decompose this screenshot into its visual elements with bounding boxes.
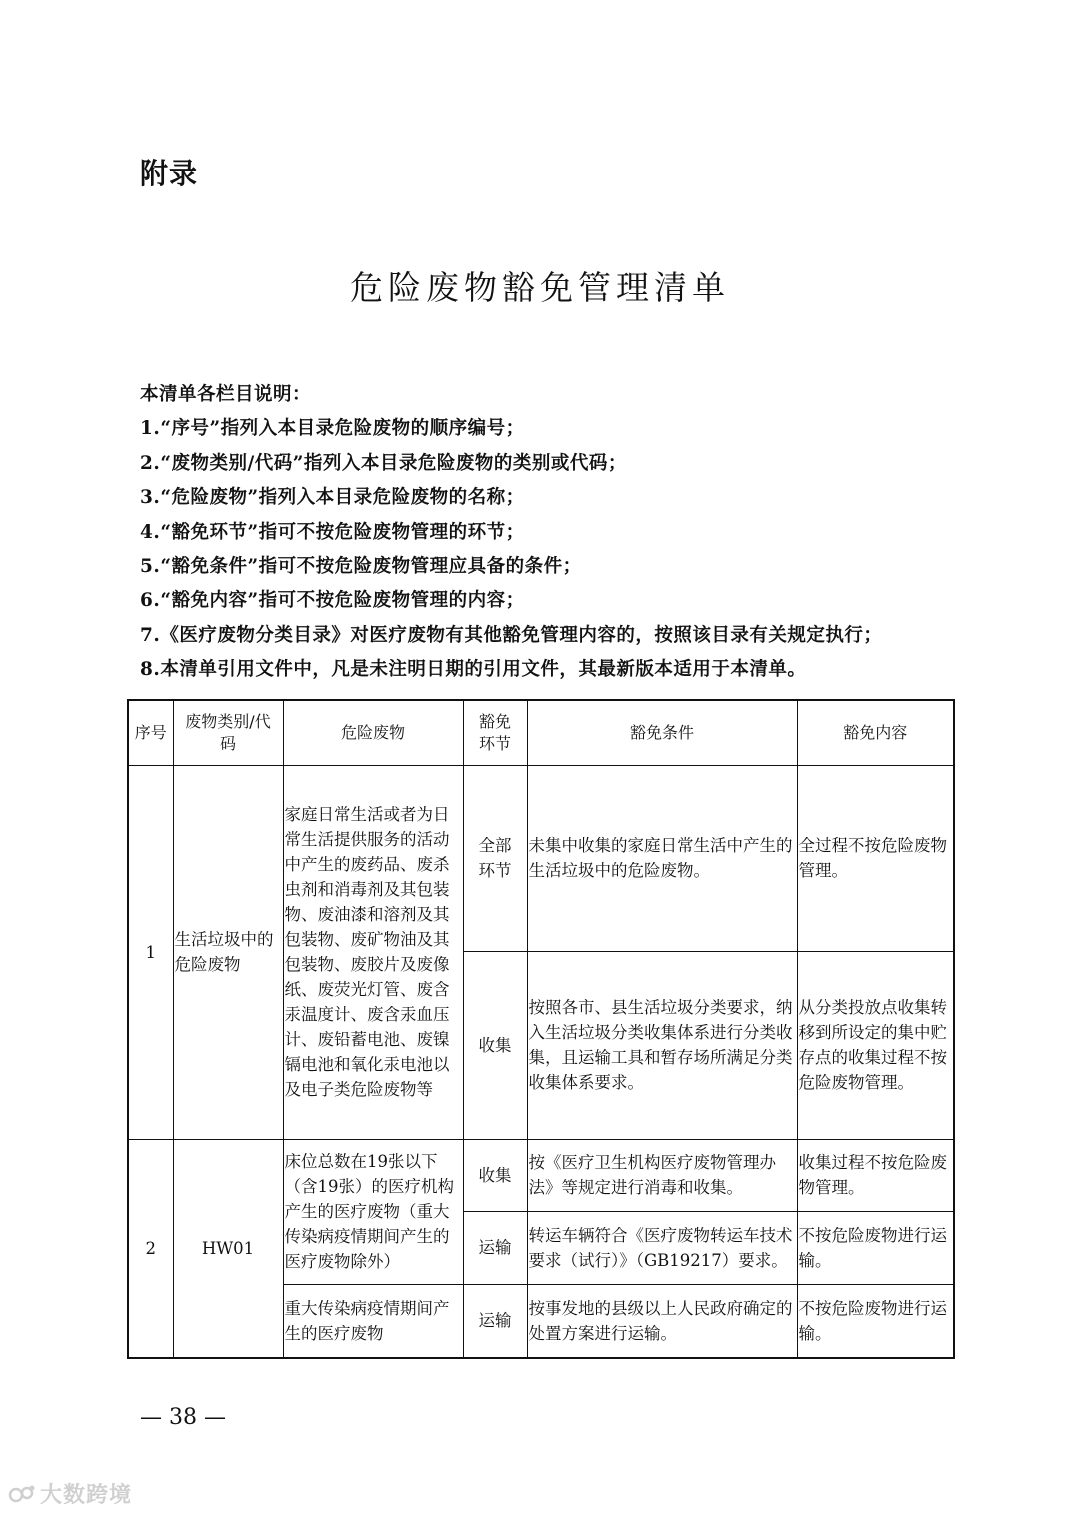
note-item: 1.“序号”指列入本目录危险废物的顺序编号； bbox=[140, 418, 525, 440]
note-item: 3.“危险废物”指列入本目录危险废物的名称； bbox=[140, 487, 525, 509]
table-header-row bbox=[128, 700, 954, 765]
note-item: 5.“豁免条件”指可不按危险废物管理应具备的条件； bbox=[140, 555, 582, 577]
table-row bbox=[128, 765, 954, 951]
row1-condition-a: 未集中收集的家庭日常生活中产生的生活垃圾中的危险废物。 bbox=[527, 765, 797, 951]
header-content: 豁免内容 bbox=[797, 700, 954, 765]
row2-category: HW01 bbox=[173, 1139, 283, 1358]
row2-condition-a: 按《医疗卫生机构医疗废物管理办法》等规定进行消毒和收集。 bbox=[527, 1139, 797, 1211]
row2-waste-a: 床位总数在19张以下（含19张）的医疗机构产生的医疗废物（重大传染病疫情期间产生的医疗废物除外） bbox=[283, 1139, 463, 1284]
page-title: 危险废物豁免管理清单 bbox=[350, 268, 730, 307]
appendix-label: 附录 bbox=[140, 157, 199, 190]
row2-stage-b: 运输 bbox=[463, 1211, 527, 1284]
header-seq: 序号 bbox=[128, 700, 173, 765]
page-number: — 38 — bbox=[140, 1405, 226, 1430]
header-stage: 豁免环节 bbox=[463, 700, 527, 765]
header-waste: 危险废物 bbox=[283, 700, 463, 765]
table-row bbox=[128, 1139, 954, 1211]
note-item: 8.本清单引用文件中，凡是未注明日期的引用文件，其最新版本适用于本清单。 bbox=[140, 659, 807, 681]
row2-stage-a: 收集 bbox=[463, 1139, 527, 1211]
row1-stage-a: 全部环节 bbox=[463, 765, 527, 951]
column-notes bbox=[140, 378, 960, 688]
row2-seq: 2 bbox=[128, 1139, 173, 1358]
row2-condition-b: 转运车辆符合《医疗废物转运车技术要求（试行）》（GB19217）要求。 bbox=[527, 1211, 797, 1284]
row2-content-b: 不按危险废物进行运输。 bbox=[797, 1211, 954, 1284]
row1-stage-b: 收集 bbox=[463, 951, 527, 1139]
row1-condition-b: 按照各市、县生活垃圾分类要求，纳入生活垃圾分类收集体系进行分类收集，且运输工具和暂存场所满足分类收集体系要求。 bbox=[527, 951, 797, 1139]
note-item: 2.“废物类别/代码”指列入本目录危险废物的类别或代码； bbox=[140, 452, 627, 474]
note-item: 4.“豁免环节”指可不按危险废物管理的环节； bbox=[140, 521, 525, 543]
notes-heading: 本清单各栏目说明： bbox=[140, 384, 312, 405]
row1-content-b: 从分类投放点收集转移到所设定的集中贮存点的收集过程不按危险废物管理。 bbox=[797, 951, 954, 1139]
watermark-text: 大数跨境 bbox=[40, 1483, 133, 1508]
row1-seq: 1 bbox=[128, 765, 173, 1139]
watermark-logo-icon bbox=[8, 1483, 36, 1505]
row2-content-a: 收集过程不按危险废物管理。 bbox=[797, 1139, 954, 1211]
row1-category: 生活垃圾中的危险废物 bbox=[173, 765, 283, 1139]
row2-waste-b: 重大传染病疫情期间产生的医疗废物 bbox=[283, 1284, 463, 1358]
row2-content-c: 不按危险废物进行运输。 bbox=[797, 1284, 954, 1358]
row1-waste: 家庭日常生活或者为日常生活提供服务的活动中产生的废药品、废杀虫剂和消毒剂及其包装物、废油漆和溶剂及其包装物、废矿物油及其包装物、废胶片及废像纸、废荧光灯管、废含汞温度计、废含汞血压计、废铅蓄电池、废镍镉电池和氧化汞电池以及电子类危险废物等 bbox=[283, 765, 463, 1139]
exemption-table bbox=[127, 699, 955, 1359]
watermark bbox=[8, 1478, 132, 1509]
header-condition: 豁免条件 bbox=[527, 700, 797, 765]
row1-content-a: 全过程不按危险废物管理。 bbox=[797, 765, 954, 951]
row2-stage-c: 运输 bbox=[463, 1284, 527, 1358]
note-item: 7.《医疗废物分类目录》对医疗废物有其他豁免管理内容的，按照该目录有关规定执行； bbox=[140, 624, 883, 646]
row2-condition-c: 按事发地的县级以上人民政府确定的处置方案进行运输。 bbox=[527, 1284, 797, 1358]
header-category: 废物类别/代码 bbox=[173, 700, 283, 765]
note-item: 6.“豁免内容”指可不按危险废物管理的内容； bbox=[140, 590, 525, 612]
